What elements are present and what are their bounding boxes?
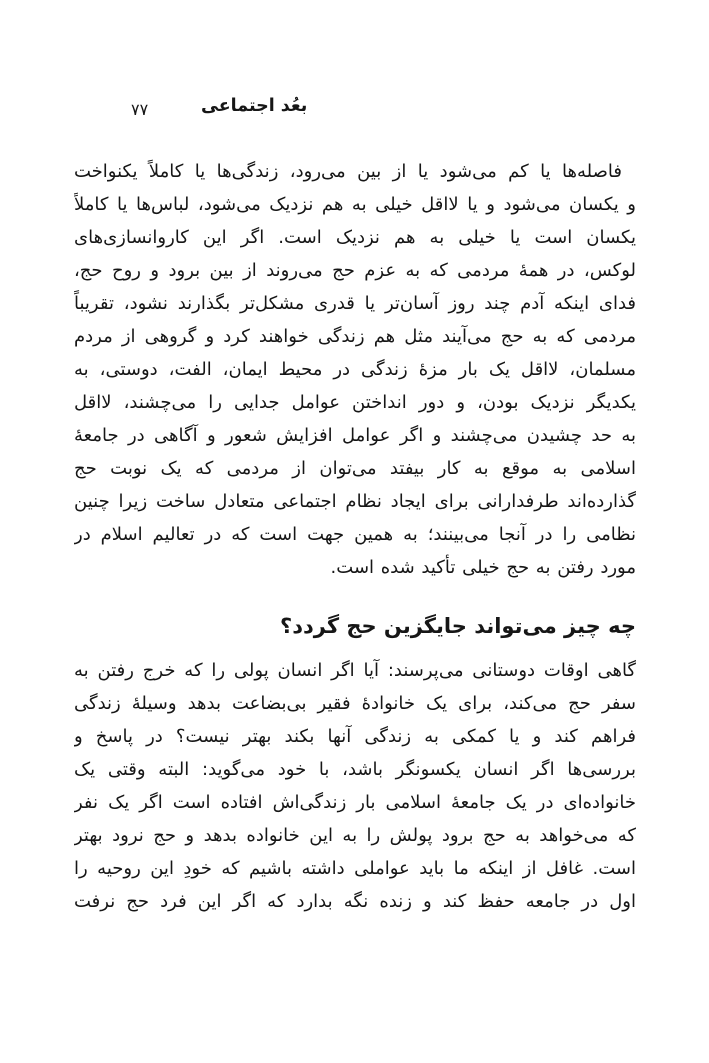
page-number: ۷۷ (131, 100, 149, 119)
text-line: مردمی که به حج می‌آیند مثل هم زندگی خواهند کرد و گروهی از مردم (74, 326, 636, 347)
text-line: که می‌خواهد به حج برود پولش را به این خانواده بدهد و حج نرود بهتر (74, 825, 636, 846)
text-line: فراهم کند و یا کمکی به زندگی آنها بکند بهتر نیست؟ در پاسخ و (74, 726, 636, 747)
text-line: است. غافل از اینکه ما باید عواملی داشته باشیم که خودِ این روحیه را (74, 858, 636, 879)
text-line: و یکسان می‌شود و یا لااقل خیلی به هم نزدیک می‌شود، لباس‌ها یا کاملاً (74, 194, 636, 215)
text-line: فدای اینکه آدم چند روز آسان‌تر یا قدری مشکل‌تر بگذارند نشود، تقریباً (74, 293, 636, 314)
text-line: گذارده‌اند طرفدارانی برای ایجاد نظام اجتماعی متعادل ساخت زیرا چنین (74, 491, 636, 512)
text-line: یکدیگر نزدیک بودن، و دور انداختن عوامل جدایی را می‌چشند، لااقل (74, 392, 636, 413)
section-heading: چه چیز می‌تواند جایگزین حج گردد؟ (280, 614, 636, 638)
text-line: اول در جامعه حفظ کند و زنده نگه بدارد که اگر این فرد حج نرفت (74, 891, 636, 912)
text-line: سفر حج می‌کند، برای یک خانوادهٔ فقیر بی‌بضاعت بدهد وسیلهٔ زندگی (74, 693, 636, 714)
text-column (74, 155, 636, 918)
text-line: لوکس، در همهٔ مردمی که به عزم حج می‌روند از بین برود و روح حج، (74, 260, 636, 281)
text-line: یکسان است یا خیلی به هم نزدیک است. اگر این کاروانسازی‌های (74, 227, 636, 248)
text-line: بررسی‌ها اگر انسان یکسونگر باشد، با خود می‌گوید: البته وقتی یک (74, 759, 636, 780)
text-line: گاهی اوقات دوستانی می‌پرسند: آیا اگر انسان پولی را که خرج رفتن به (74, 660, 636, 681)
text-line: فاصله‌ها یا کم می‌شود یا از بین می‌رود، زندگی‌ها یا کاملاً یکنواخت (74, 161, 622, 182)
text-line: نظامی را در آنجا می‌بینند؛ به همین جهت است که در تعالیم اسلام در (74, 524, 636, 545)
text-line: مورد رفتن به حج خیلی تأکید شده است. (330, 557, 636, 578)
page-header (0, 0, 709, 140)
text-line: اسلامی به موقع به کار بیفتد می‌توان از مردمی که یک نوبت حج (74, 458, 636, 479)
text-line: مسلمان، لااقل یک بار مزهٔ زندگی در محیط ایمان، الفت، دوستی، به (74, 359, 636, 380)
text-line: به حد چشیدن می‌چشند و اگر عوامل افزایش شعور و آگاهی در جامعهٔ (74, 425, 636, 446)
text-line: خانواده‌ای در یک جامعهٔ اسلامی بار زندگی‌اش افتاده است اگر یک نفر (74, 792, 636, 813)
running-title: بعُد اجتماعی (201, 96, 308, 116)
